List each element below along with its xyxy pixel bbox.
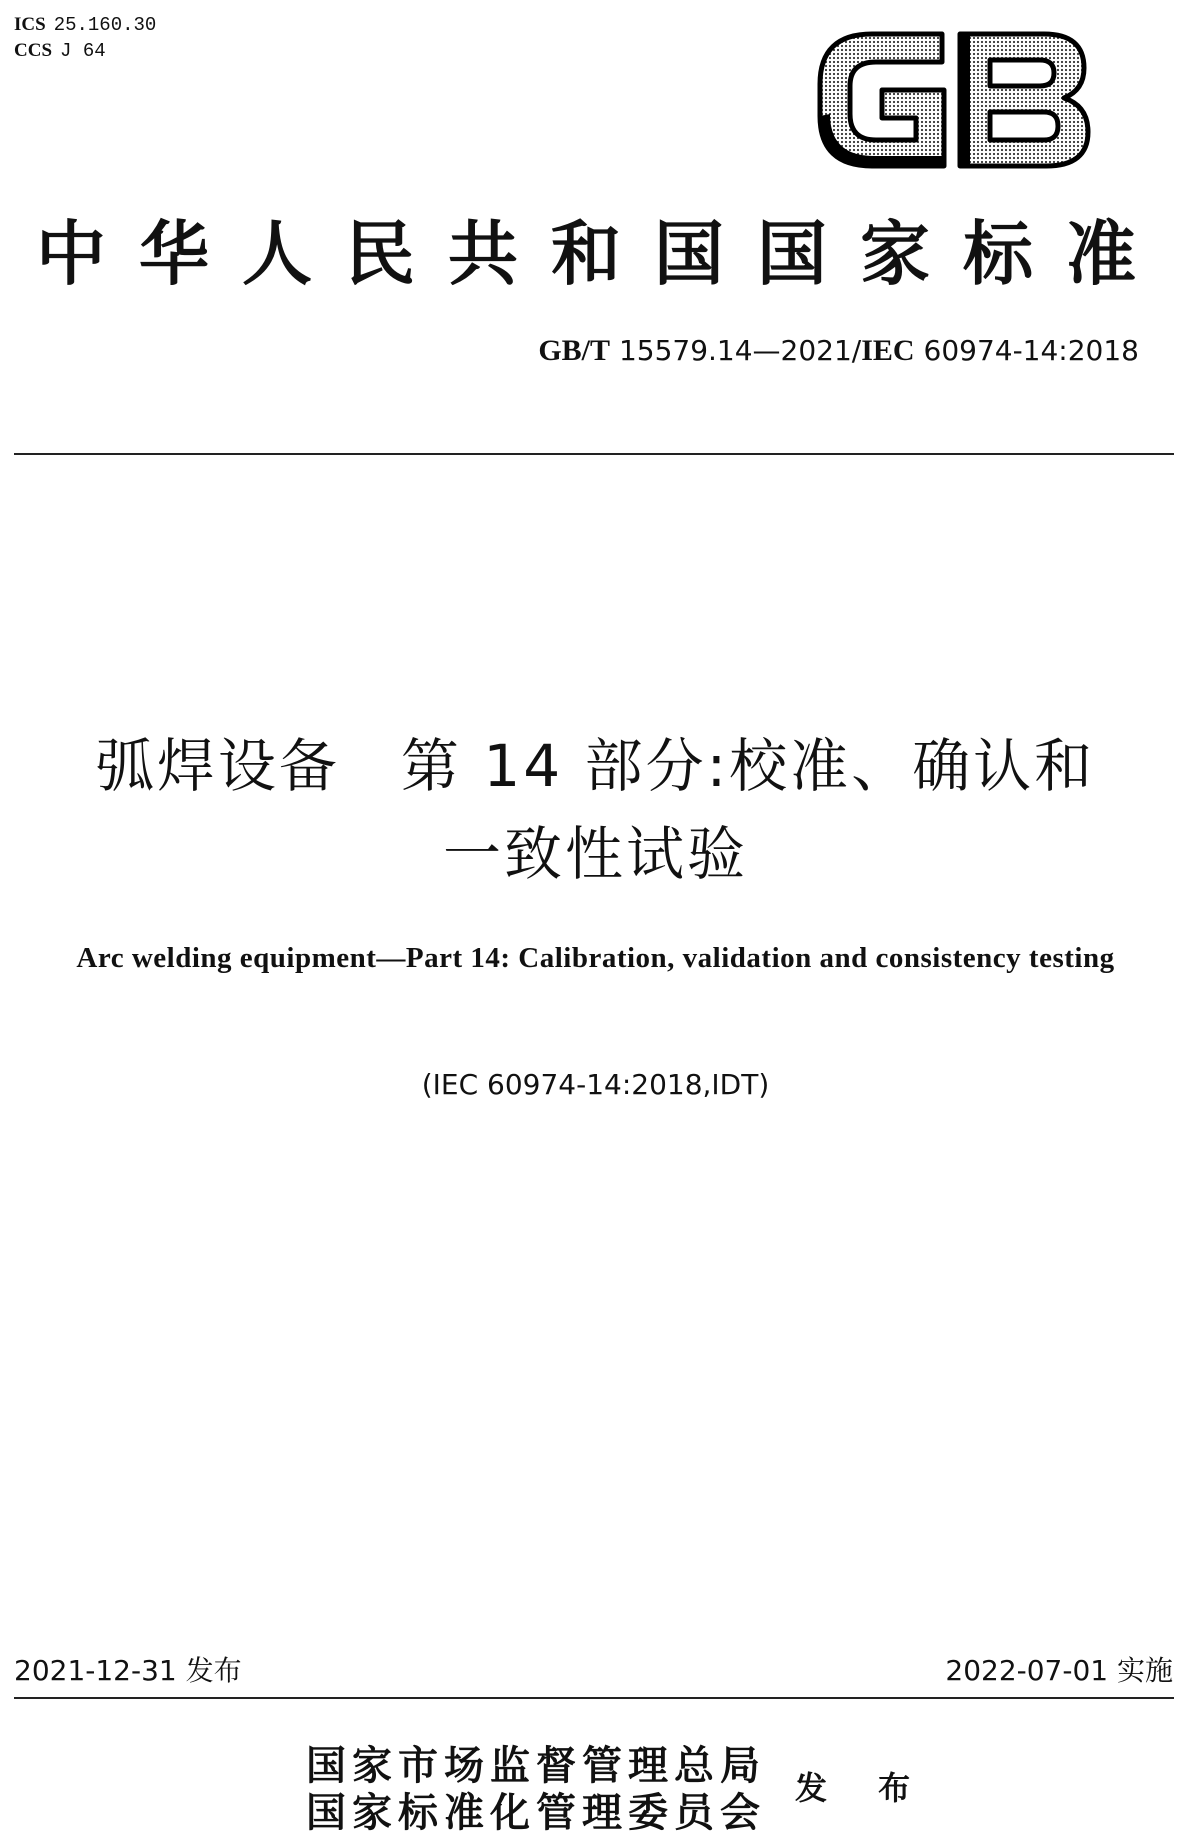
ccs-value: J 64 <box>60 40 106 62</box>
title-cn-line2: 一致性试验 <box>442 820 748 888</box>
issuing-bodies <box>306 1742 766 1836</box>
document-title-cn <box>0 722 1191 898</box>
standard-prefix: GB/T <box>538 334 611 367</box>
standard-number <box>538 334 1139 368</box>
bottom-divider <box>14 1697 1174 1699</box>
document-title-en: Arc welding equipment—Part 14: Calibration, validation and consistency testing <box>76 942 1115 974</box>
adoption-note: (IEC 60974-14:2018,IDT) <box>421 1068 770 1101</box>
implementation-date: 2022-07-01 实施 <box>945 1654 1173 1687</box>
issuer-samr: 国家市场监督管理总局 <box>306 1742 766 1789</box>
ics-value: 25.160.30 <box>53 14 157 36</box>
iec-prefix: IEC <box>861 334 915 367</box>
logo-text <box>0 0 1 1</box>
top-divider <box>14 453 1174 455</box>
standard-code: 15579.14—2021/ <box>618 334 862 367</box>
gb-logo <box>812 24 1094 176</box>
title-cn-line1: 弧焊设备 第 14 部分:校准、确认和 <box>95 732 1096 800</box>
ics-code <box>14 12 156 38</box>
publish-label: 发 布 <box>795 1769 931 1807</box>
ics-label: ICS <box>14 14 46 35</box>
issuer-sac: 国家标准化管理委员会 <box>306 1789 766 1836</box>
issue-date: 2021-12-31 发布 <box>14 1654 242 1687</box>
national-standard-heading: 中华人民共和国国家标准 <box>36 213 1169 295</box>
iec-code: 60974-14:2018 <box>923 334 1139 367</box>
ccs-code <box>14 38 156 64</box>
classification-codes <box>14 12 156 64</box>
ccs-label: CCS <box>14 40 53 61</box>
